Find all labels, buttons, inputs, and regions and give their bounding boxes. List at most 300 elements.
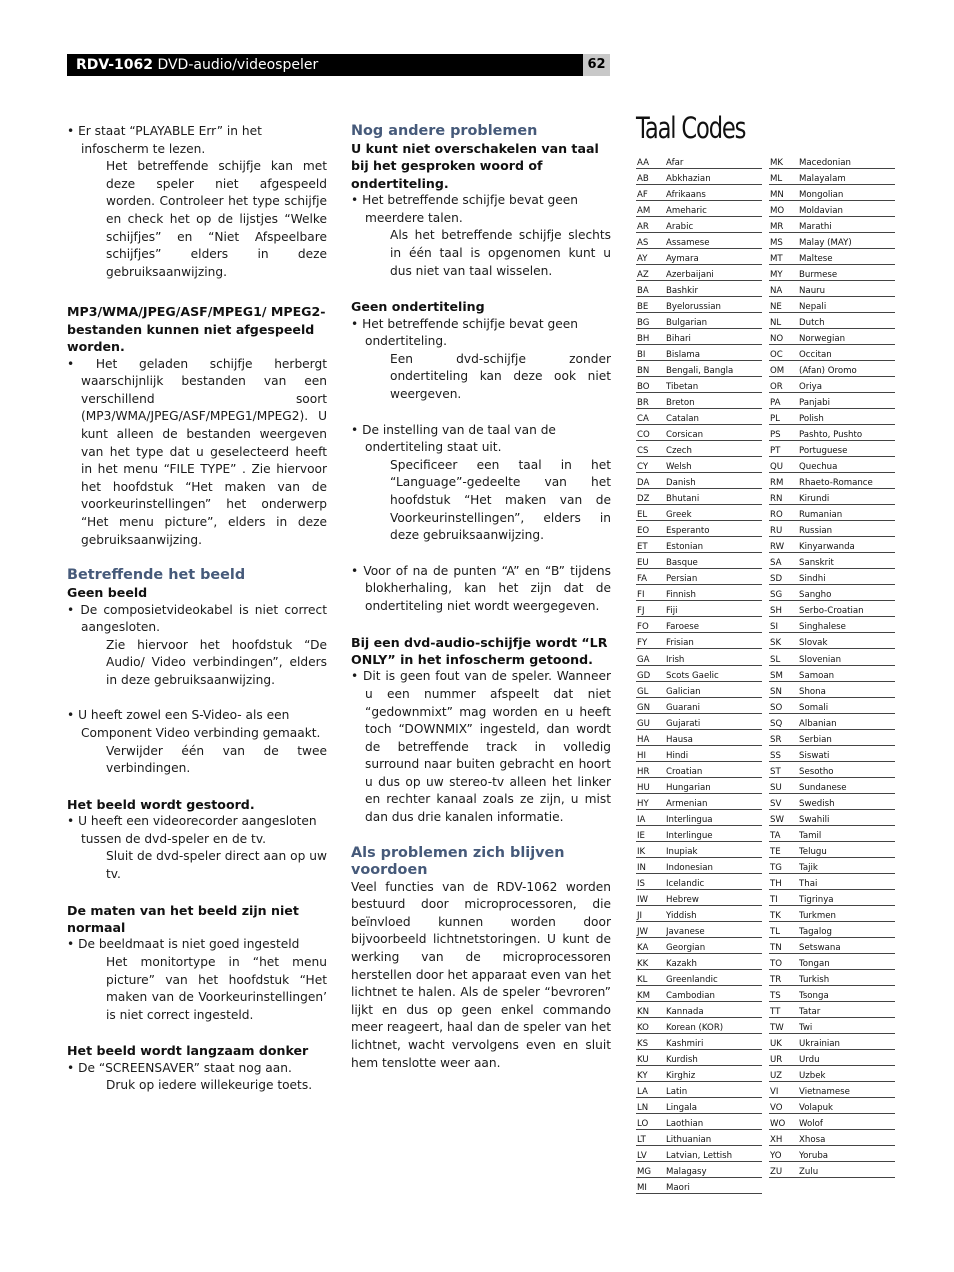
language-name: Persian [666,574,698,585]
language-code-row [636,922,762,938]
gestoord-bullet: • U heeft een videorecorder aangesloten tussen de dvd-speler en de tv. [67,814,317,846]
language-code-row [769,489,895,505]
language-code-row [636,489,762,505]
language-codes-column-2 [769,153,895,1178]
language-name: Xhosa [799,1134,826,1145]
language-code: SD [770,574,783,585]
language-code: BG [637,318,650,329]
language-code: BR [637,398,649,409]
language-code: UZ [770,1070,783,1081]
language-code-row [769,1002,895,1018]
language-code: DZ [637,494,650,505]
language-code: BA [637,286,649,297]
language-code: HY [637,798,649,809]
language-code-row [636,1050,762,1066]
mp3-bullet: • Het geladen schijfje herbergt waarschijnlijk bestanden van een verschillend soort (MP3/WMA/JPEG/ASF/MPEG1/MPEG2). U kunt alleen de bestanden weergeven van het type dat u geselecteerd heeft in het menu “FILE TYPE” . Zie hiervoor het hoofdstuk “Het maken van de voorkeurinstellingen” het onderwerp “Het menu picture”, elders in deze gebruiksaanwijzing. [67,356,327,547]
language-code-row [636,1002,762,1018]
language-code-row [636,425,762,441]
language-name: Sanskrit [799,558,834,569]
language-name: Bhutani [666,494,700,505]
language-name: Malayalam [799,174,846,185]
blijven-heading: Als problemen zich blijven voordoen [351,844,565,878]
language-name: Tatar [799,1006,821,1017]
language-name: Interlingua [666,814,713,825]
language-code: QU [770,462,784,473]
language-name: Gujarati [666,718,701,729]
language-code-row [636,201,762,217]
language-code-row [769,185,895,201]
language-code: HA [637,734,650,745]
language-code-row [636,313,762,329]
language-code-row [636,746,762,762]
language-name: Arabic [666,222,694,233]
language-code: BE [637,302,649,313]
language-code: BH [637,334,650,345]
language-code-row [769,281,895,297]
language-name: Kirghiz [666,1070,696,1081]
language-code: TK [770,910,781,921]
geen-beeld-explanation-1: Zie hiervoor het hoofdstuk “De Audio/ Video verbindingen”, elders in deze gebruiksaanwijzing. [106,637,327,687]
language-code: FI [637,590,645,601]
language-name: Tsonga [799,990,829,1001]
geen-beeld-bullet-2: • U heeft zowel een S-Video- als een Component Video verbinding gemaakt. [67,708,321,741]
language-name: Sindhi [799,574,826,585]
language-name: Swedish [799,798,835,809]
language-code: SK [770,638,782,649]
language-name: Abkhazian [666,174,711,185]
andere-problemen-heading: Nog andere problemen [351,123,538,139]
language-code-row [636,569,762,585]
donker-bullet: • De “SCREENSAVER” staat nog aan. [67,1060,292,1075]
language-code-row [769,858,895,874]
language-name: Portuguese [799,446,848,457]
language-code: FO [637,622,649,633]
language-code: MN [770,190,784,201]
language-name: Kashmiri [666,1038,704,1049]
language-name: Vietnamese [799,1086,850,1097]
language-name: Burmese [799,270,838,281]
language-name: Breton [666,398,695,409]
language-code-row [769,810,895,826]
language-code: TH [770,878,782,889]
language-name: Basque [666,558,698,569]
language-code-row [636,954,762,970]
language-code-row [769,617,895,633]
language-code-row [636,1034,762,1050]
language-code: EU [637,558,649,569]
language-code: SO [770,702,783,713]
language-code: GA [637,654,650,665]
language-code-row [636,553,762,569]
language-code-row [769,441,895,457]
maten-explanation: Het monitortype in “het menu picture” van het hoofdstuk “Het maken van de Voorkeurinstellingen’ is niet correct ingesteld. [106,955,327,1022]
language-name: Galician [666,686,701,697]
language-code: OC [770,350,783,361]
language-code-row [769,265,895,281]
language-name: Serbian [799,734,832,745]
language-code-row [636,1082,762,1098]
language-name: Lithuanian [666,1134,712,1145]
language-name: Latvian, Lettish [666,1150,733,1161]
language-name: Icelandic [666,878,705,889]
playable-err-explanation: Het betreffende schijfje kan met deze speler niet afgespeeld worden. Controleer het type schijfje en check het op de lijstjes “Welke schijfjes” en “Niet Afspeelbare schijfjes” elders in deze gebruiksaanwijzing. [106,159,327,279]
language-code: PA [770,398,781,409]
mp3-heading: MP3/WMA/JPEG/ASF/MPEG1/ MPEG2-bestanden kunnen niet afgespeeld worden. [67,304,326,355]
language-code-row [636,409,762,425]
language-name: Polish [799,414,824,425]
language-code-row [769,794,895,810]
language-name: Czech [666,446,692,457]
language-code-row [636,730,762,746]
language-name: Tamil [799,830,822,841]
taal-explanation: Als het betreffende schijfje slechts in één taal is opgenomen kunt u dus niet van taal wisselen. [390,228,611,278]
lr-only-heading: Bij een dvd-audio-schijfje wordt “LR ONLY” in het infoscherm getoond. [351,634,608,667]
taal-codes-title: Taal Codes [636,111,746,145]
language-code-row [769,1146,895,1162]
language-code: KY [637,1070,648,1081]
language-code: SI [770,622,778,633]
language-name: Slovak [799,638,828,649]
language-name: Volapuk [799,1102,834,1113]
language-code: RW [770,542,785,553]
language-code: TE [770,846,781,857]
language-name: Macedonian [799,158,851,169]
language-name: Scots Gaelic [666,670,719,681]
language-code: GD [637,670,651,681]
language-code-row [769,649,895,665]
language-code-row [636,233,762,249]
language-code-row [636,1178,762,1194]
language-code: KL [637,974,648,985]
language-code-row [636,153,762,169]
language-name: Byelorussian [666,302,721,313]
language-code: TW [770,1022,784,1033]
language-code: AZ [637,270,649,281]
language-name: Zulu [799,1167,819,1177]
language-code-row [636,762,762,778]
language-code-row [769,954,895,970]
playable-err-bullet: • Er staat “PLAYABLE Err” in het infoscherm te lezen. [67,124,262,156]
language-name: Afrikaans [666,190,706,201]
language-code: IA [637,814,646,825]
language-name: Hungarian [666,782,711,793]
language-name: Laothian [666,1118,704,1129]
page-number: 62 [583,54,610,76]
language-name: Malay (MAY) [799,238,852,249]
language-name: Occitan [799,350,832,361]
language-name: Quechua [799,462,838,473]
language-name: Marathi [799,222,832,233]
language-code: RO [770,510,783,521]
gestoord-heading: Het beeld wordt gestoord. [67,796,255,812]
language-code-row [769,682,895,698]
language-code-row [636,810,762,826]
language-code-row [636,617,762,633]
language-name: Croatian [666,766,703,777]
language-code: IE [637,830,645,841]
language-code-row [636,537,762,553]
geen-beeld-explanation-2: Verwijder één van de twee verbindingen. [106,743,327,776]
language-code-row [769,457,895,473]
language-code: LV [637,1150,647,1161]
language-code-row [636,329,762,345]
language-code: MO [770,206,785,217]
language-name: Russian [799,526,833,537]
language-code-row [769,1018,895,1034]
language-code: TA [770,830,781,841]
ondertiteling-explanation-1: Een dvd-schijfje zonder ondertiteling kan deze ook niet weergeven. [390,351,611,401]
language-code: TT [770,1006,781,1017]
language-code: MG [637,1167,652,1177]
language-code: ET [637,542,648,553]
language-code: LA [637,1086,648,1097]
language-code: HI [637,750,646,761]
language-code: AY [637,254,648,265]
language-code: CA [637,414,649,425]
model-name: RDV-1062 [76,57,153,73]
language-code-row [769,1130,895,1146]
language-name: Hebrew [666,894,699,905]
language-code: VO [770,1102,783,1113]
language-code-row [769,313,895,329]
language-code: LN [637,1102,649,1113]
language-name: Pashto, Pushto [799,430,863,441]
language-name: Shona [799,686,826,697]
language-name: Kannada [666,1006,704,1017]
geen-beeld-heading: Geen beeld [67,585,148,601]
language-name: Latin [666,1086,688,1097]
language-code-row [636,666,762,682]
language-code-row [636,858,762,874]
language-name: Hindi [666,750,689,761]
language-code-row [769,698,895,714]
language-code-row [636,505,762,521]
language-code: BN [637,366,650,377]
language-code: RM [770,478,784,489]
language-code-row [769,425,895,441]
language-code: AM [637,206,651,217]
language-code: KN [637,1006,650,1017]
language-code: NO [770,334,784,345]
language-code-row [769,537,895,553]
language-code-row [636,457,762,473]
language-code-row [769,874,895,890]
language-code: GN [637,702,651,713]
language-code-row [636,938,762,954]
language-code-row [769,249,895,265]
language-name: Sangho [799,590,832,601]
language-name: Afar [666,158,684,169]
language-code-row [636,649,762,665]
language-name: Uzbek [799,1070,826,1081]
language-name: Javanese [666,926,705,937]
language-name: Tagalog [799,926,832,937]
language-code: FY [637,638,648,649]
language-code-row [636,698,762,714]
language-code-row [769,233,895,249]
language-code-row [636,393,762,409]
language-name: Cambodian [666,990,715,1001]
lr-only-bullet: • Dit is geen fout van de speler. Wanneer u een nummer afspeelt dat niet “gedownmixt” mag worden en u heeft toch “DOWNMIX” ingesteld, dan wordt de betreffende track in volledig surround naar buiten gebracht en hoort u dus op uw stereo-tv alleen het linker en rechter kanaal zoals ze zijn, u mist dan dus drie kanalen informatie. [351,669,611,825]
language-code-row [769,345,895,361]
language-code: OM [770,366,785,377]
language-code: AS [637,238,649,249]
language-name: Yoruba [799,1150,829,1161]
language-code: GU [637,718,650,729]
language-code-row [636,249,762,265]
language-name: Samoan [799,670,835,681]
language-name: Estonian [666,542,704,553]
language-name: Nauru [799,286,826,297]
ondertiteling-bullet-3: • Voor of na de punten “A” en “B” tijdens blokherhaling, kan het zijn dat de ondertiteling niet wordt weergegeven. [351,563,611,613]
language-code: AR [637,222,649,233]
language-name: Panjabi [799,398,831,409]
language-name: Korean (KOR) [666,1022,724,1033]
language-code: AB [637,174,649,185]
language-code: SW [770,814,784,825]
language-code: NL [770,318,782,329]
language-name: Dutch [799,318,825,329]
language-code-row [636,345,762,361]
language-name: Thai [799,878,818,889]
language-code: SS [770,750,781,761]
language-code-row [769,730,895,746]
geen-ondertiteling-heading: Geen ondertiteling [351,299,485,315]
language-code-row [636,1018,762,1034]
language-name: Greek [666,510,692,521]
language-code: VI [770,1086,779,1097]
language-code: PS [770,430,781,441]
language-code: WO [770,1118,786,1129]
language-code-row [769,393,895,409]
language-code-row [636,297,762,313]
language-code: JI [637,910,643,921]
language-code-row [636,441,762,457]
language-code: TS [770,990,781,1001]
language-name: Nepali [799,302,827,313]
language-code: HU [637,782,650,793]
language-code: JW [637,926,649,937]
language-name: Maltese [799,254,833,265]
language-code: CO [637,430,650,441]
language-code: SQ [770,718,783,729]
language-code: MR [770,222,784,233]
language-code-row [769,778,895,794]
language-name: Telugu [799,846,827,857]
language-code: KS [637,1038,649,1049]
language-code-row [769,1082,895,1098]
language-code-row [769,746,895,762]
language-code: ML [770,174,783,185]
taal-bullet: • Het betreffende schijfje bevat geen meerdere talen. [351,193,578,225]
language-code-row [769,938,895,954]
language-code: MS [770,238,783,249]
language-name: Norwegian [799,334,846,345]
language-code-row [769,505,895,521]
language-code: LT [637,1134,646,1145]
language-code: KM [637,990,651,1001]
language-code: SR [770,734,782,745]
language-name: Bengali, Bangla [666,366,734,377]
language-code-row [769,666,895,682]
language-name: Bulgarian [666,318,708,329]
language-code-row [636,794,762,810]
language-code: SU [770,782,782,793]
language-code: YO [770,1150,782,1161]
language-code: IW [637,894,649,905]
language-code-row [636,169,762,185]
language-name: Faroese [666,622,700,633]
language-code-row [769,842,895,858]
language-name: Somali [799,702,829,713]
language-name: Catalan [666,414,700,425]
language-code: IS [637,878,645,889]
language-code-row [636,1162,762,1178]
language-code: SL [770,654,781,665]
language-code-row [636,1114,762,1130]
language-name: Danish [666,478,696,489]
blijven-paragraph: Veel functies van de RDV-1062 worden bestuurd door microprocessoren, die beïnvloed kunnen worden door bijvoorbeeld lichtnetstoringen. U kunt de werking van de microprocessoren herstellen door het apparaat even van het lichtnet te halen. Als de speler “bevroren” lijkt en dus op geen enkel commando meer reageert, haal dan de speler van het lichtnet, wacht vervolgens even en sluit hem tenslotte weer aan. [351,879,611,1070]
language-name: Fiji [666,606,678,617]
donker-heading: Het beeld wordt langzaam donker [67,1043,309,1059]
language-code: HR [637,766,650,777]
gestoord-explanation: Sluit de dvd-speler direct aan op uw tv. [106,849,327,882]
language-code-row [636,633,762,649]
language-name: Inupiak [666,846,698,857]
language-name: Lingala [666,1102,697,1113]
language-name: Swahili [799,814,830,825]
language-name: Mongolian [799,190,844,201]
language-code: IK [637,846,646,857]
language-name: Kinyarwanda [799,542,855,553]
language-name: Kirundi [799,494,830,505]
language-code: ZU [770,1167,783,1177]
language-code: KU [637,1054,649,1065]
language-code: TL [770,926,781,937]
language-name: Tibetan [666,382,699,393]
language-name: Kazakh [666,958,697,969]
language-code: FJ [637,606,645,617]
language-name: Ameharic [666,206,707,217]
language-name: Kurdish [666,1054,698,1065]
language-code-row [769,377,895,393]
language-code-row [636,826,762,842]
language-name: Maori [666,1183,690,1194]
language-code: IN [637,862,646,873]
language-code-row [769,1162,895,1178]
language-code-row [636,874,762,890]
left-column [67,123,327,1095]
language-code-row [636,281,762,297]
language-code: PT [770,446,781,457]
geen-beeld-bullet-1: • De composietvideokabel is niet correct aangesloten. [67,602,327,635]
language-code-row [636,842,762,858]
language-name: Assamese [666,238,710,249]
language-code: SM [770,670,783,681]
language-code-row [769,970,895,986]
language-code-row [769,297,895,313]
language-code-row [636,473,762,489]
language-code: KK [637,958,649,969]
language-code-row [769,922,895,938]
language-code-row [769,569,895,585]
language-code-row [636,1066,762,1082]
ondertiteling-explanation-2: Specificeer een taal in het “Language”-gedeelte van het hoofdstuk “Het maken van de Voorkeurinstellingen”, elders in deze gebruiksaanwijzing. [390,457,611,543]
language-code-row [636,601,762,617]
language-name: Bislama [666,350,701,361]
language-code-row [769,826,895,842]
language-code-row [769,986,895,1002]
